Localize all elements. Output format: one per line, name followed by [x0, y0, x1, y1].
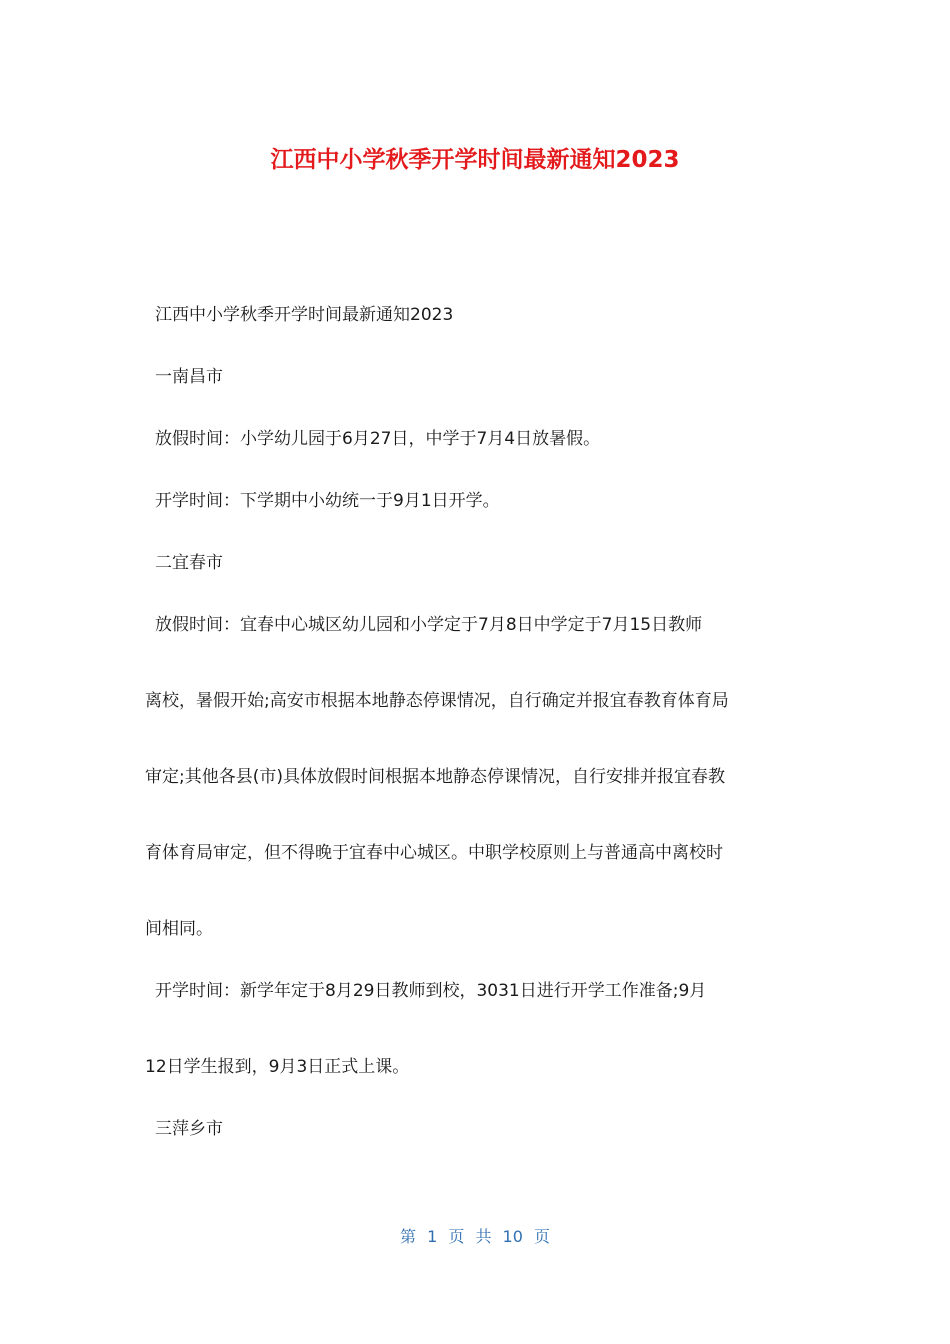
paragraph-nanchang-holiday: 放假时间：小学幼儿园于6月27日，中学于7月4日放暑假。 [155, 429, 601, 449]
paragraph-line: 审定;其他各县(市)具体放假时间根据本地静态停课情况，自行安排并报宜春教 [145, 767, 725, 787]
paragraph-line: 间相同。 [145, 919, 213, 939]
paragraph-yichun-school-start [145, 973, 805, 1085]
paragraph-nanchang-school-start: 开学时间：下学期中小幼统一于9月1日开学。 [155, 491, 500, 511]
page-indicator: 第 1 页 共 10 页 [400, 1227, 550, 1246]
heading-nanchang: 一南昌市 [155, 367, 223, 387]
paragraph-line: 开学时间：新学年定于8月29日教师到校，3031日进行开学工作准备;9月 [155, 981, 707, 1001]
paragraph-line: 离校，暑假开始;高安市根据本地静态停课情况，自行确定并报宜春教育体育局 [145, 691, 729, 711]
paragraph-subtitle: 江西中小学秋季开学时间最新通知2023 [155, 305, 454, 325]
paragraph-line: 放假时间：宜春中心城区幼儿园和小学定于7月8日中学定于7月15日教师 [155, 615, 703, 635]
document-title: 江西中小学秋季开学时间最新通知2023 [270, 147, 680, 173]
heading-pingxiang: 三萍乡市 [155, 1119, 223, 1139]
paragraph-yichun-holiday [145, 607, 805, 947]
heading-yichun: 二宜春市 [155, 553, 223, 573]
document-body [145, 297, 805, 1147]
paragraph-line: 12日学生报到，9月3日正式上课。 [145, 1057, 410, 1077]
paragraph-line: 育体育局审定，但不得晚于宜春中心城区。中职学校原则上与普通高中离校时 [145, 843, 723, 863]
